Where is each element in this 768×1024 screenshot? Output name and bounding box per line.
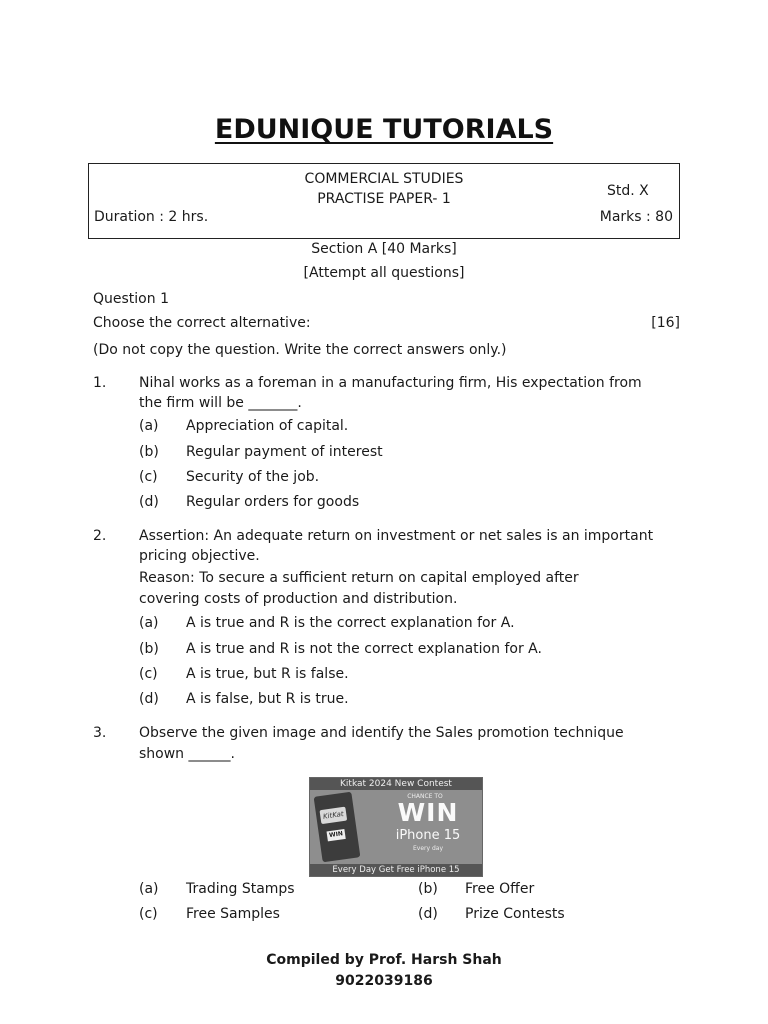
q2-assertion-line2: pricing objective. <box>139 548 260 564</box>
option-text: Regular payment of interest <box>186 444 383 460</box>
option-text: Trading Stamps <box>186 881 295 897</box>
option-text: Regular orders for goods <box>186 494 360 510</box>
option-text: A is false, but R is true. <box>186 691 349 707</box>
option-text: Security of the job. <box>186 469 320 485</box>
sales-promotion-image <box>309 777 483 877</box>
option-label: (c) <box>139 469 158 485</box>
q3-text-line1: Observe the given image and identify the Sales promotion technique <box>139 725 624 741</box>
option-text: Free Samples <box>186 906 280 922</box>
option-label: (d) <box>139 494 159 510</box>
q3-text-line2: shown ______. <box>139 746 235 762</box>
option-label: (b) <box>139 444 159 460</box>
option-label: (a) <box>139 418 159 434</box>
question-heading: Question 1 <box>93 291 169 307</box>
promo-bottom-text: Every Day Get Free iPhone 15 <box>310 864 482 876</box>
promo-every-day-text: Every day <box>413 845 443 852</box>
option-text: Appreciation of capital. <box>186 418 349 434</box>
q2-reason-line2: covering costs of production and distribution. <box>139 591 458 607</box>
subject-title: COMMERCIAL STUDIES <box>304 171 464 187</box>
q1-text-line1: Nihal works as a foreman in a manufacturing firm, His expectation from <box>139 375 642 391</box>
option-label: (d) <box>139 691 159 707</box>
pack-label: KitKat <box>320 807 348 824</box>
duration-label: Duration : 2 hrs. <box>94 209 209 225</box>
option-text: Free Offer <box>465 881 535 897</box>
option-text: Prize Contests <box>465 906 565 922</box>
option-label: (d) <box>418 906 438 922</box>
footer-compiled-by: Compiled by Prof. Harsh Shah <box>266 952 502 968</box>
option-label: (b) <box>139 641 159 657</box>
pack-win-label: WIN <box>327 829 346 841</box>
total-marks-label: Marks : 80 <box>599 209 673 225</box>
promo-win-text: WIN <box>397 798 459 827</box>
q3-number: 3. <box>93 725 107 741</box>
option-label: (a) <box>139 615 159 631</box>
q2-reason-line1: Reason: To secure a sufficient return on capital employed after <box>139 570 579 586</box>
option-text: A is true, but R is false. <box>186 666 349 682</box>
paper-title: PRACTISE PAPER- 1 <box>317 191 451 207</box>
q1-number: 1. <box>93 375 107 391</box>
chocolate-pack-image <box>314 792 361 863</box>
option-text: A is true and R is the correct explanation for A. <box>186 615 515 631</box>
standard-label: Std. X <box>607 183 649 199</box>
option-label: (c) <box>139 906 158 922</box>
institute-title: EDUNIQUE TUTORIALS <box>214 114 554 145</box>
option-label: (a) <box>139 881 159 897</box>
option-label: (b) <box>418 881 438 897</box>
footer-phone: 9022039186 <box>335 973 433 989</box>
promo-prize-text: iPhone 15 <box>395 828 461 843</box>
q2-number: 2. <box>93 528 107 544</box>
q2-assertion-line1: Assertion: An adequate return on investment or net sales is an important <box>139 528 654 544</box>
question-marks: [16] <box>651 315 680 331</box>
section-instruction: [Attempt all questions] <box>303 265 465 281</box>
promo-top-text: Kitkat 2024 New Contest <box>310 778 482 790</box>
option-text: A is true and R is not the correct explanation for A. <box>186 641 542 657</box>
question-note: (Do not copy the question. Write the correct answers only.) <box>93 342 507 358</box>
question-instruction: Choose the correct alternative: <box>93 315 311 331</box>
section-title: Section A [40 Marks] <box>311 241 457 257</box>
option-label: (c) <box>139 666 158 682</box>
q1-text-line2: the firm will be _______. <box>139 395 302 411</box>
promo-chance-text: CHANCE TO <box>407 793 443 800</box>
